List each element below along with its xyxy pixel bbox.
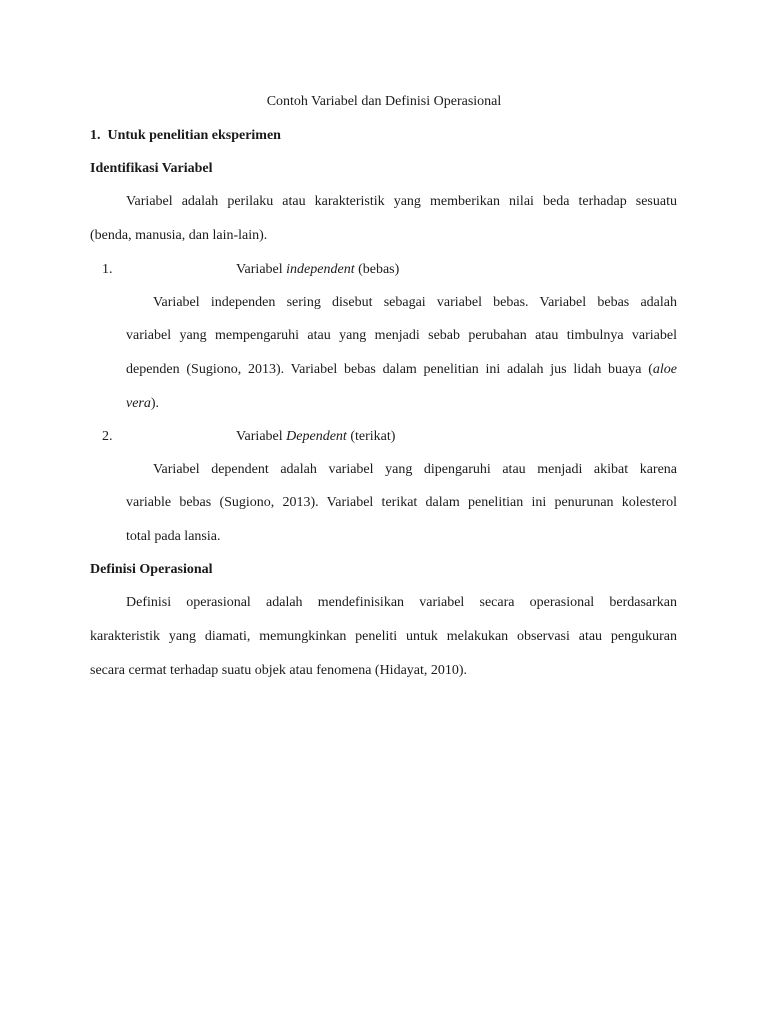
item2-number: 2.: [102, 429, 113, 444]
identifikasi-paragraph-line-2: (benda, manusia, dan lain-lain).: [90, 228, 268, 243]
identifikasi-paragraph-line-1: Variabel adalah perilaku atau karakteristik yang memberikan nilai beda terhadap sesuatu: [126, 194, 677, 209]
definisi-line-3: secara cermat terhadap suatu objek atau fenomena (Hidayat, 2010).: [90, 663, 468, 678]
item2-line-2: variable bebas (Sugiono, 2013). Variabel terikat dalam penelitian ini penurunan kolesterol: [126, 495, 677, 510]
item2-label-pre: Variabel: [236, 429, 287, 444]
definisi-heading: Definisi Operasional: [90, 562, 213, 577]
item1-number: 1.: [102, 262, 113, 277]
item1-line-3-text: dependen (Sugiono, 2013). Variabel bebas dalam penelitian ini adalah jus lidah buaya (: [126, 362, 653, 377]
item1-line-3-italic: aloe: [652, 362, 677, 377]
definisi-line-1: Definisi operasional adalah mendefinisikan variabel secara operasional berdasarkan: [126, 595, 677, 610]
definisi-line-2: karakteristik yang diamati, memungkinkan peneliti untuk melakukan observasi atau pengukuran: [90, 629, 677, 644]
document-title: Contoh Variabel dan Definisi Operasional: [266, 94, 502, 109]
item1-label: [236, 261, 399, 279]
item1-line-3: [126, 361, 677, 379]
item2-label-post: (terikat): [346, 429, 396, 444]
item1-label-italic: independent: [286, 262, 355, 277]
item1-label-post: (bebas): [354, 262, 400, 277]
item1-line-1: Variabel independen sering disebut sebagai variabel bebas. Variabel bebas adalah: [153, 295, 677, 310]
section-title: Untuk penelitian eksperimen: [107, 128, 281, 143]
identifikasi-heading: Identifikasi Variabel: [90, 161, 213, 176]
item2-label-italic: Dependent: [286, 429, 347, 444]
item2-line-1: Variabel dependent adalah variabel yang dipengaruhi atau menjadi akibat karena: [153, 462, 677, 477]
item1-line-4: [126, 395, 159, 413]
item1-label-pre: Variabel: [236, 262, 287, 277]
section-heading: [90, 127, 281, 145]
item1-line-4-italic: vera: [126, 396, 151, 411]
item2-line-3: total pada lansia.: [126, 529, 221, 544]
item1-line-2: variabel yang mempengaruhi atau yang menjadi sebab perubahan atau timbulnya variabel: [126, 328, 677, 343]
item2-label: [236, 428, 395, 446]
section-number: 1.: [90, 128, 101, 143]
item1-line-4-text: ).: [150, 396, 160, 411]
